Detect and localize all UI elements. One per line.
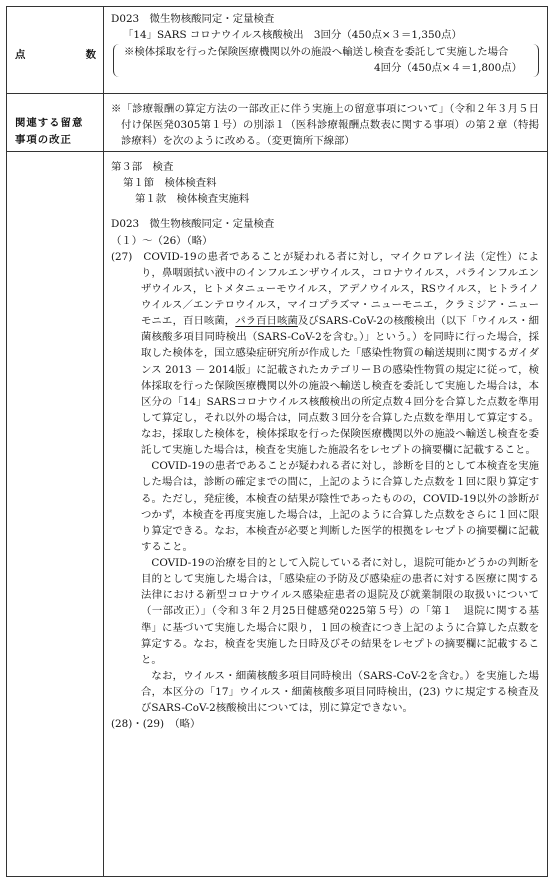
paragraph-2: COVID-19の患者であることが疑われる者に対し，診断を目的として本検査を実施した場合は，診断の確定までの間に，上記のように合算した点数を１回に限り算定する。ただし，発症後，本検査の結果が陰性であったものの，COVID-19以外の診断がつかず，本検査を再度実施した場合は，上記のように合算した点数をさらに１回に限り算定できる。なお，本検査が必要と判断した医学的根拠をレセプトの摘要欄に記載すること。 xyxy=(141,460,539,553)
score-label-char-2: 数 xyxy=(85,49,97,61)
score-bracket-line-2: 4回分（450点×４＝1,800点） xyxy=(373,62,522,75)
revision-note-cell xyxy=(111,101,539,149)
items-28-29: (28)・(29) （略） xyxy=(111,718,201,731)
body-cell xyxy=(111,159,539,732)
section-heading: 第１節 検体検査料 xyxy=(123,177,217,190)
revision-label-line-2: 事項の改正 xyxy=(15,134,72,147)
row-divider-1 xyxy=(7,93,547,94)
items-1-26: （１）～（26）（略） xyxy=(111,234,213,247)
score-cell xyxy=(111,11,539,77)
revision-label xyxy=(15,115,97,149)
item-27-underlined: パラ百日咳菌 xyxy=(235,315,298,328)
paragraph-4: なお，ウイルス・細菌核酸多項目同時検出（SARS-CoV-2を含む。）を実施した場合，本区分の「17」ウイルス・細菌核酸多項目同時検出，(23) ウに規定する検査及びSARS-CoV-2核酸検出については，別に算定できない。 xyxy=(141,669,539,715)
body-code-title: D023 微生物核酸同定・定量検査 xyxy=(111,218,275,231)
item-27-part-b: 及びSARS-CoV-2の核酸検出（以下「ウイルス・細菌核酸多項目同時検出（SARS-CoV-2を含む。）」という。）を同時に行った場合，採取した検体を，国立感染症研究所が作成した「感染性物質の輸送規則に関するガイダンス 2013 － 2014版」に記載されたカテゴリーＢの感染性物質の規定に従って，検体採取を行った保険医療機関以外の施設へ輸送し検査を委託して実施した場合は，本区分の「14」SARSコロナウイルス核酸検出の所定点数４回分を合算した点数を準用して算定し，それ以外の場合は，同点数３回分を合算した点数を準用して算定する。なお，採取した検体を，検体採取を行った保険医療機関以外の施設へ輸送し検査を委託して実施した場合は，検査を実施した施設名をレセプトの摘要欄に記載すること。 xyxy=(141,315,540,457)
score-item14: 「14」SARS コロナウイルス核酸検出 3回分（450点×３＝1,350点） xyxy=(123,29,462,42)
score-bracket-line-1: ※検体採取を行った保険医療機関以外の施設へ輸送し検査を委託して実施した場合 xyxy=(124,46,509,59)
subsection-heading: 第１款 検体検査実施料 xyxy=(135,193,250,206)
part-heading: 第３部 検査 xyxy=(111,161,174,173)
item-27-part-a: (27) COVID-19の患者であることが疑われる者に対し，マイクロアレイ法（定性）により，鼻咽頭拭い液中のインフルエンザウイルス，コロナウイルス，パラインフルエンザウイルス，ヒトメタニューモウイルス，アデノウイルス，RSウイルス，ヒトライノウイルス／エンテロウイルス，マイコプラズマ・ニューモニエ，クラミジア・ニューモニエ，百日咳菌， xyxy=(111,250,539,328)
score-label xyxy=(15,47,97,63)
score-code-title: D023 微生物核酸同定・定量検査 xyxy=(111,13,275,25)
item-27 xyxy=(111,249,539,459)
row-divider-2 xyxy=(7,151,547,152)
revision-note: ※「診療報酬の算定方法の一部改正に伴う実施上の留意事項について」（令和２年３月５日付け保医発0305第１号）の別添１（医科診療報酬点数表に関する事項）の第２章（特掲診療料）を次のように改める。（変更箇所下線部） xyxy=(111,103,539,148)
paragraph-3: COVID-19の治療を目的として入院している者に対し，退院可能かどうかの判断を目的として実施した場合は，「感染症の予防及び感染症の患者に対する医療に関する法律における新型コロナウイルス感染症患者の退院及び就業制限の取扱いについて（一部改正）」（令和３年２月25日健感発0225第５号）の「第１ 退院に関する基準」に基づいて実施した場合に限り，１回の検査につき上記のように合算した点数を算定する。なお，検査を実施した日時及びその結果をレセプトの摘要欄に記載すること。 xyxy=(141,557,539,666)
table-frame xyxy=(6,6,548,877)
score-bracket xyxy=(113,44,539,76)
score-label-char-1: 点 xyxy=(15,49,27,61)
revision-label-line-1: 関連する留意 xyxy=(15,117,84,129)
